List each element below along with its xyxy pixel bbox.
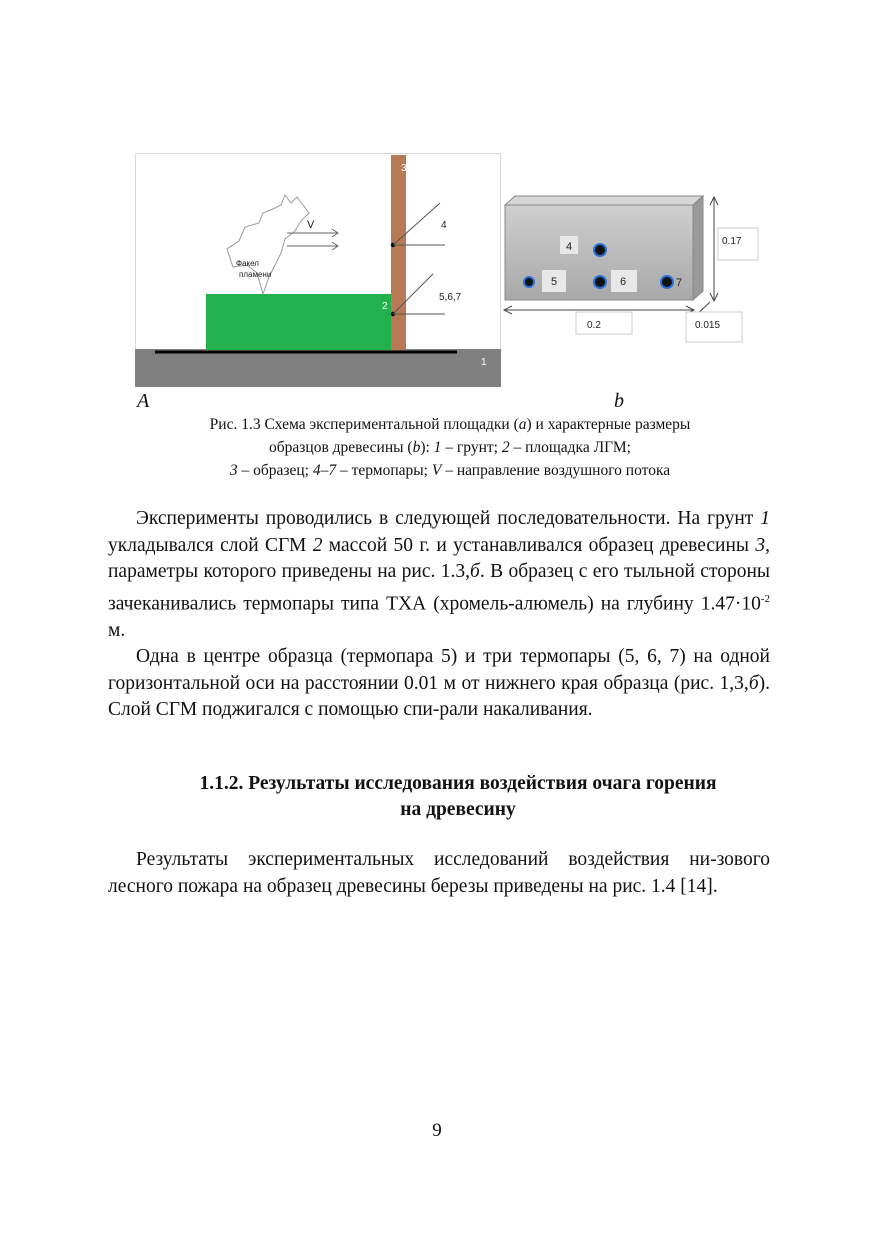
thermocouple-4 bbox=[594, 244, 606, 256]
text-run: . В образец с его тыльной стороны зачеканивались термопары типа ТХА (хромель-алюмель) на глубину 1.47·10 bbox=[108, 561, 771, 614]
heading-line-1: 1.1.2. Результаты исследования воздействия очага горения bbox=[199, 773, 717, 794]
superscript: -2 bbox=[760, 592, 770, 605]
label-5: 5 bbox=[551, 276, 558, 288]
label-2: 2 bbox=[382, 301, 388, 312]
paragraph-3: Результаты экспериментальных исследований воздействия ни-зового лесного пожара на образец древесины березы приведены на рис. 1.4 [14]. bbox=[108, 849, 770, 897]
label-6: 6 bbox=[620, 276, 627, 288]
caption-line-2 bbox=[100, 436, 800, 459]
caption-italic: 4–7 bbox=[312, 462, 337, 479]
sample-top-face bbox=[505, 196, 703, 205]
caption-text: – площадка ЛГМ; bbox=[509, 439, 631, 456]
thermocouple-6 bbox=[594, 276, 606, 288]
text-run: Эксперименты проводились в следующей последовательности. На грунт bbox=[136, 508, 761, 529]
label-3: 3 bbox=[401, 163, 407, 174]
label-4: 4 bbox=[441, 220, 447, 231]
label-4: 4 bbox=[566, 241, 573, 253]
caption-text: – термопары; bbox=[336, 462, 432, 479]
italic-run: 1 bbox=[760, 508, 770, 529]
caption-text: Рис. 1.3 Схема экспериментальной площадки ( bbox=[209, 416, 519, 433]
ground-layer bbox=[135, 349, 501, 387]
paragraph-1 bbox=[108, 506, 770, 644]
text-run: ). Слой СГМ поджигался с помощью спи-рали накаливания. bbox=[108, 672, 770, 720]
length-dimension-box bbox=[576, 312, 632, 334]
figure-caption bbox=[100, 413, 800, 482]
air-flow-label: V bbox=[307, 219, 315, 231]
caption-italic: 1 bbox=[433, 439, 442, 456]
label-1: 1 bbox=[481, 357, 487, 368]
figure-a-diagram bbox=[135, 153, 501, 387]
wood-sample bbox=[391, 155, 406, 350]
label-7: 7 bbox=[676, 277, 683, 289]
caption-line-3 bbox=[100, 459, 800, 482]
caption-italic: b bbox=[412, 439, 421, 456]
caption-text: – направление воздушного потока bbox=[441, 462, 671, 479]
flame-label-1: Факел bbox=[236, 259, 259, 268]
heading-line-2: на древесину bbox=[400, 799, 516, 820]
caption-italic: 3 bbox=[229, 462, 238, 479]
thermocouple-7 bbox=[661, 276, 673, 288]
text-run: , параметры которого приведены на рис. 1.3, bbox=[108, 534, 770, 582]
body-text-block-2 bbox=[108, 847, 770, 900]
caption-text: – образец; bbox=[237, 462, 313, 479]
italic-run: б bbox=[470, 561, 480, 582]
sample-side-face bbox=[693, 196, 703, 300]
fuel-bed-platform bbox=[206, 294, 391, 350]
caption-text: ) и характерные размеры bbox=[526, 416, 691, 433]
italic-run: 3 bbox=[755, 534, 766, 556]
text-run: массой 50 г. и устанавливался образец древесины bbox=[322, 534, 756, 556]
caption-text: ): bbox=[420, 439, 434, 456]
text-run: м. bbox=[108, 619, 126, 641]
height-dimension-label: 0.17 bbox=[722, 236, 742, 247]
caption-text: образцов древесины ( bbox=[269, 439, 413, 456]
text-run: укладывался слой СГМ bbox=[108, 534, 313, 556]
flame-label-2: пламени bbox=[239, 270, 272, 279]
body-text-block-1 bbox=[108, 506, 770, 724]
figure-b-diagram bbox=[500, 188, 770, 348]
figure-a-letter: A bbox=[137, 390, 150, 412]
caption-line-1 bbox=[100, 413, 800, 436]
thermocouple-5 bbox=[524, 277, 534, 287]
caption-text: – грунт; bbox=[441, 439, 502, 456]
caption-italic: V bbox=[431, 462, 442, 479]
depth-dimension-label: 0.015 bbox=[695, 320, 721, 331]
italic-run: 2 bbox=[312, 534, 323, 556]
caption-italic: а bbox=[518, 416, 527, 433]
caption-italic: 2 bbox=[501, 439, 510, 456]
length-dimension-label: 0.2 bbox=[587, 320, 601, 331]
text-run: Одна в центре образца (термопара 5) и три термопары (5, 6, 7) на одной горизонтальной оси на расстоянии 0.01 м от нижнего края образца (рис. 1,3, bbox=[108, 646, 770, 694]
label-567: 5,6,7 bbox=[439, 292, 462, 303]
section-heading bbox=[108, 771, 808, 823]
paragraph-2 bbox=[108, 644, 770, 724]
page-number: 9 bbox=[432, 1120, 442, 1141]
figure-b-letter: b bbox=[614, 390, 624, 412]
italic-run: б bbox=[748, 672, 759, 694]
